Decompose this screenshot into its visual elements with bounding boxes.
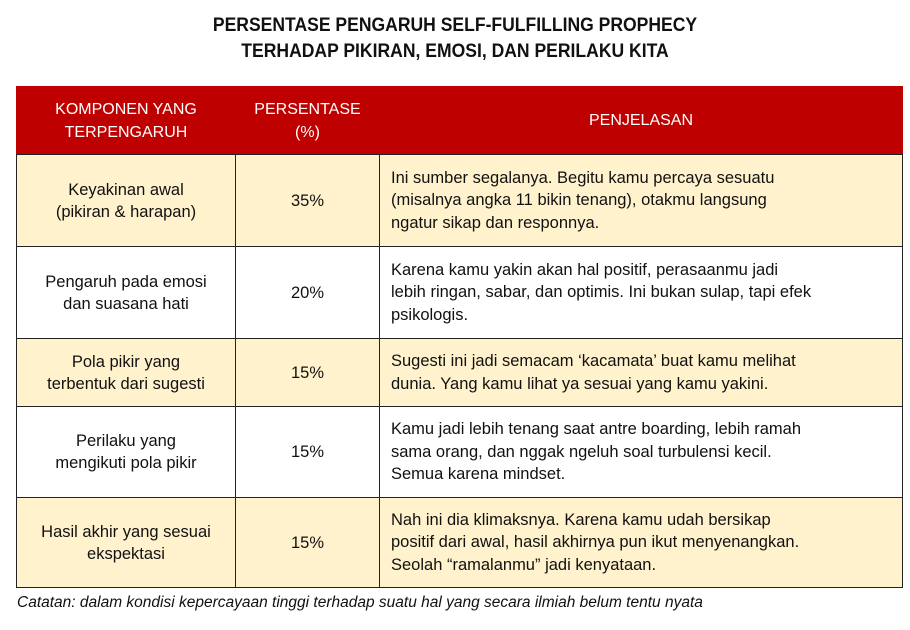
header-percent [236, 87, 380, 155]
component-cell [17, 407, 236, 498]
table-row [17, 498, 903, 588]
percent-cell: 15% [236, 407, 380, 498]
component-cell [17, 155, 236, 247]
header-percent-line-2: (%) [295, 123, 320, 141]
explanation-line: (misalnya angka 11 bikin tenang), otakmu langsung [391, 191, 767, 210]
explanation-line: dunia. Yang kamu lihat ya sesuai yang kamu yakini. [391, 374, 769, 393]
percent-cell: 35% [236, 155, 380, 247]
component-cell [17, 247, 236, 339]
component-line-1: Perilaku yang [76, 432, 176, 450]
influence-table [16, 86, 903, 588]
explanation-line: Sugesti ini jadi semacam ‘kacamata’ buat kamu melihat [391, 352, 796, 370]
component-line-2: dan suasana hati [63, 294, 189, 313]
header-explanation [380, 87, 903, 155]
explanation-line: Nah ini dia klimaksnya. Karena kamu udah bersikap [391, 510, 771, 529]
table-row [17, 155, 903, 247]
component-line-1: Hasil akhir yang sesuai [41, 522, 211, 541]
percent-cell: 20% [236, 247, 380, 339]
explanation-line: psikologis. [391, 305, 469, 324]
table-row [17, 339, 903, 407]
title-line-2: TERHADAP PIKIRAN, EMOSI, DAN PERILAKU KITA [241, 40, 669, 62]
explanation-cell [380, 498, 903, 588]
footnote: Catatan: dalam kondisi kepercayaan tinggi terhadap suatu hal yang secara ilmiah belum tentu nyata [17, 594, 703, 611]
component-line-2: (pikiran & harapan) [55, 202, 197, 221]
explanation-line: Kamu jadi lebih tenang saat antre boarding, lebih ramah [391, 420, 802, 439]
explanation-cell [380, 407, 903, 498]
explanation-line: Ini sumber segalanya. Begitu kamu percaya sesuatu [391, 168, 775, 187]
header-explanation-label: PENJELASAN [588, 112, 694, 129]
explanation-cell [380, 339, 903, 407]
table-row [17, 407, 903, 498]
page-title [46, 12, 865, 64]
percent-cell: 15% [236, 339, 380, 407]
explanation-line: ngatur sikap dan responnya. [391, 213, 600, 232]
explanation-line: positif dari awal, hasil akhirnya pun ikut menyenangkan. [391, 533, 800, 552]
table-header-row [17, 87, 903, 155]
component-line-1: Pengaruh pada emosi [45, 272, 207, 291]
header-component-line-2: TERPENGARUH [64, 123, 188, 141]
component-line-1: Pola pikir yang [71, 352, 181, 371]
component-line-2: mengikuti pola pikir [55, 454, 197, 472]
explanation-line: lebih ringan, sabar, dan optimis. Ini bukan sulap, tapi efek [391, 283, 812, 302]
explanation-line: sama orang, dan nggak ngeluh soal turbulensi kecil. [391, 442, 772, 461]
component-line-2: ekspektasi [87, 544, 165, 563]
percent-cell: 15% [236, 498, 380, 588]
explanation-line: Karena kamu yakin akan hal positif, perasaanmu jadi [391, 260, 779, 279]
component-cell [17, 339, 236, 407]
explanation-line: Semua karena mindset. [391, 465, 566, 484]
header-percent-line-1: PERSENTASE [254, 100, 361, 118]
component-cell [17, 498, 236, 588]
explanation-cell [380, 155, 903, 247]
table-row [17, 247, 903, 339]
component-line-2: terbentuk dari sugesti [47, 374, 205, 393]
title-line-1: PERSENTASE PENGARUH SELF-FULFILLING PROPHECY [212, 14, 698, 36]
explanation-cell [380, 247, 903, 339]
explanation-line: Seolah “ramalanmu” jadi kenyataan. [391, 555, 657, 574]
header-component-line-1: KOMPONEN YANG [55, 100, 197, 118]
header-component [17, 87, 236, 155]
component-line-1: Keyakinan awal [68, 180, 184, 199]
